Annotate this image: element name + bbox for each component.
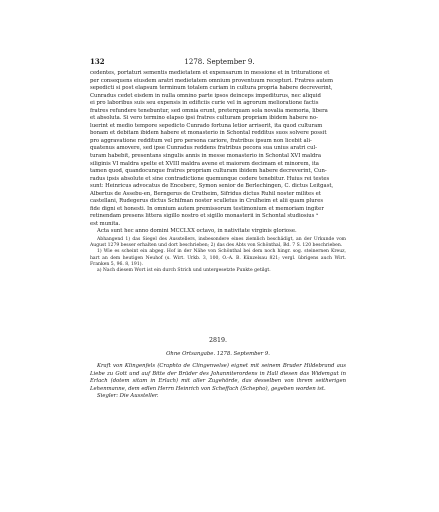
entry-subhead: Ohne Ortsangabe. 1278. September 9. <box>166 351 270 357</box>
regest-text: Kraft von Klingenfels (Craphto de Clingenvelse) eignet mit seinem Bruder Hildebrand aus Liebe zu Gott und auf Bitte der Brüder des Johanniterordens in Hall diesen das Widemgut in Erlach (dotem sitam in Erlach) mit aller Zugehörde, das desselben von ihrem seitherigen Lehenmanne, dem edlen Herrn Heinrich von Scheffach (Schepho), gegeben worden ist. <box>90 363 346 392</box>
charter-line: turam habebit, presentans singulis annis in messe monasterio in Schontal XVI maldra <box>90 153 321 160</box>
charter-line: sepedicti si post elapsum terminum totalem curiam in cultura propria habere decreverint, <box>90 85 333 92</box>
charter-line: siliginis VI maldra spelte et XVIII maldra avene et maiorem decimam et minorem, ita <box>90 160 319 167</box>
seal-note: Abhangend 1) das Siegel des Ausstellers, insbesondere eines ziemlich beschädigt, an der Urkunde vom August 1279 besser erhalten und dort beschrieben; 2) das des Abts von Schönthal, Bd. 7 S. 120 beschrieben. <box>90 237 346 249</box>
charter-line: radus ipsis absolute et sine contradictione quemunque cedere tenebitur. Huius rei testes <box>90 175 330 182</box>
page-number: 132 <box>90 57 105 66</box>
charter-line: ei pro laboribus suis seu expensis in edificiis curie vel in agrorum melioratione factis <box>90 100 319 107</box>
charter-line: Cunradus cedet eisdem in nulla omnino parte ipsos deinceps impediturus, nec aliquid <box>90 92 321 99</box>
footnote: a) Nach diesem Wort ist ein durch Strich und untergesetzte Punkte getilgt. <box>97 268 271 274</box>
charter-line: Albertus de Assebu-en, Berngerus de Crutheim, Sifridus dictus Ruhil noster milites et <box>90 190 321 197</box>
sealer-line: Siegler: Die Aussteller. <box>97 393 159 400</box>
charter-line: quatenus amovere, sed ipse Cunradus reddens fratribus pecora sua unius aratri cul- <box>90 145 318 152</box>
charter-line: fide digni et honesti. In omnium autem premissorum testimonium et memoriam ingiter <box>90 205 324 212</box>
charter-line: pro aggravatione redditum vel pro persona cariore, fratribus ipsum non licebit ali- <box>90 137 312 144</box>
charter-line: est munita. <box>90 220 121 227</box>
charter-line: luerint et medio tempore sepedicto Cunrado fortuna letior arriserit, ita quod culturam <box>90 122 323 129</box>
apparatus-notes <box>90 237 346 274</box>
running-title: 1278. September 9. <box>184 58 255 66</box>
charter-line: sunt: Heinricus advocatus de Enceberc, Symon senior de Berlechingen, C. dictus Leitgast, <box>90 183 334 190</box>
charter-line: tamen quod, quandocunque fratres propriam culturam ibidem habere decreverint, Cun- <box>90 168 327 175</box>
running-header <box>90 57 349 67</box>
regest <box>90 363 346 401</box>
charter-line: et absoluta. Si vero termino elapso ipsi fratres culturam propriam ibidem habere no- <box>90 115 318 122</box>
charter-line: castellani, Rudegerus dictus Schifman noster sculletus in Crulheim et alii quam plures <box>90 198 324 205</box>
charter-line: per consequens eiusdem aratri medietatem omnium proventuum recepturi. Fratres autem <box>90 77 334 84</box>
charter-line: cedentes, portaturi sementis medietatem et expensarum in messione et in trituratione et <box>90 70 330 76</box>
charter-line: retinendam presens littera sigillo nostro et sigillo monasterii in Schontal studiosius ᵃ <box>90 213 319 220</box>
dating-clause: Acta sunt hec anno domini MCCLXX octavo, in nativitate virginis gloriose. <box>97 228 297 235</box>
charter-line: fratres refundere tenebuntur, sed omnia erunt, preterquam sola novalia memoria, libera <box>90 107 328 114</box>
charter-line: bonam et debitam ibidem habere et monasterio in Schontal redditus suos solvere possit <box>90 130 327 137</box>
charter-text <box>90 70 346 274</box>
footnote: 1) Wie es scheint ein abgeg. Hof in der Nähe von Schönthal bei dem noch hingr. sog. steinernen Kreuz, hart an dem heutigen Neuhof (s. Wirt. Urkb. 3, 100, O.-A. B. Künzelsau 821; vergl. übrigens auch Wirt. Franken 5, 96. 8, 191). <box>90 249 346 267</box>
entry-number: 2819. <box>208 337 228 344</box>
